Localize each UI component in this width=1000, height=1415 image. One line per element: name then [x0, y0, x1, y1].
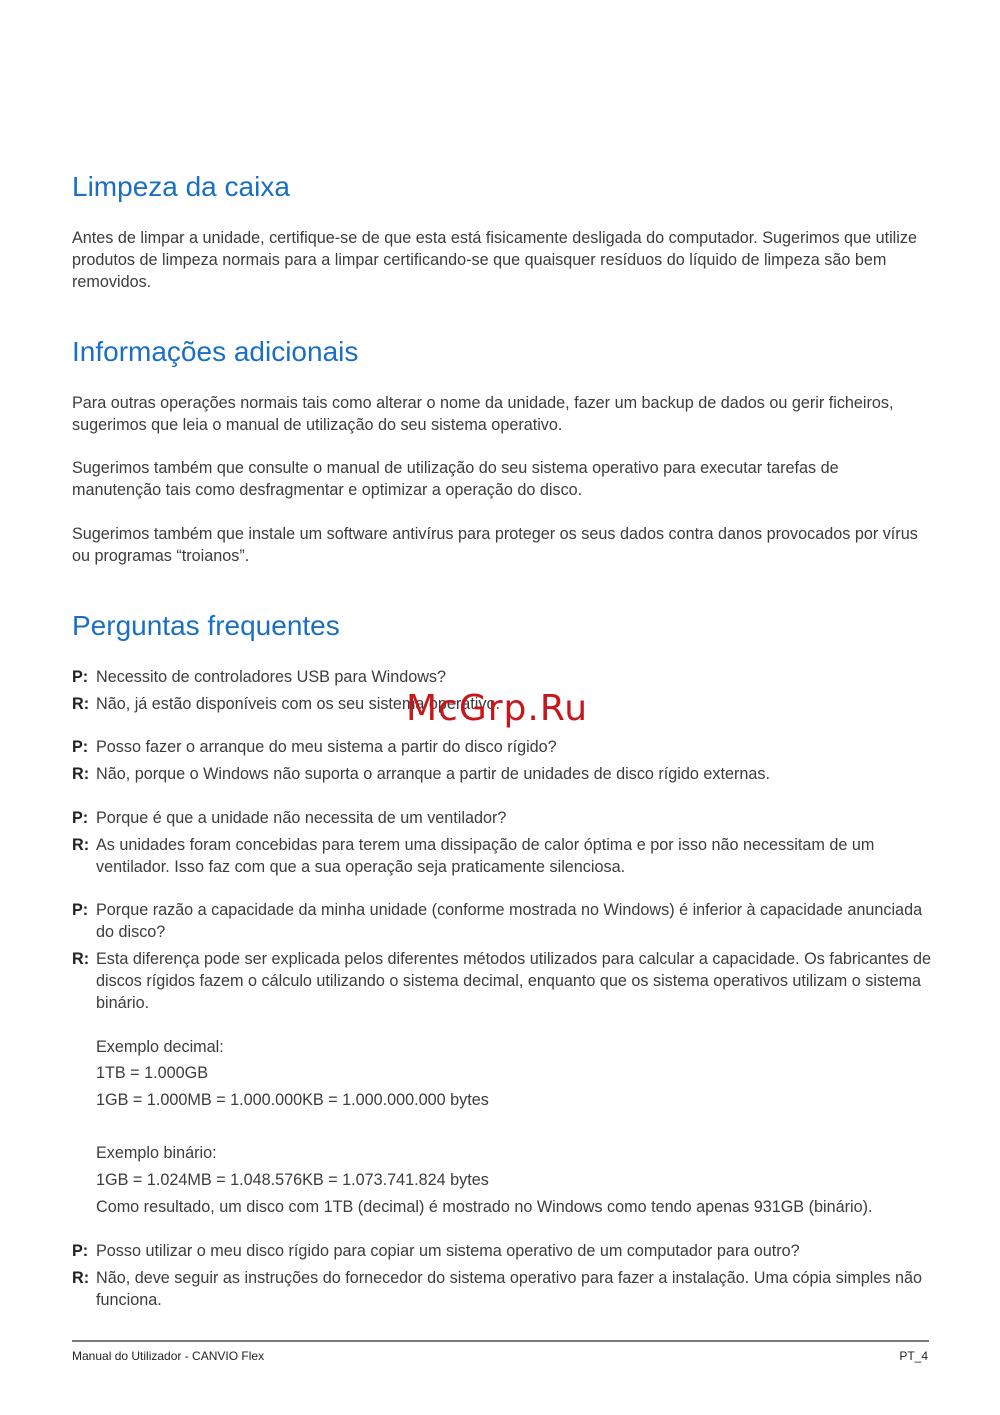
- decimal-example-line: 1GB = 1.000MB = 1.000.000KB = 1.000.000.000 bytes: [96, 1091, 489, 1109]
- answer-label: R:: [72, 695, 90, 713]
- answer-label: R:: [72, 950, 90, 968]
- footer-divider: [72, 1340, 929, 1342]
- question-text: Posso utilizar o meu disco rígido para copiar um sistema operativo de um computador para outro?: [96, 1242, 800, 1260]
- answer-text: Esta diferença pode ser explicada pelos diferentes métodos utilizados para calcular a capacidade. Os fabricantes de discos rígidos fazem o cálculo utilizando o sistema decimal, enquanto que os sistema operativos utilizam o sistema binário.: [96, 950, 932, 1012]
- answer-label: R:: [72, 836, 90, 854]
- question-text: Porque razão a capacidade da minha unidade (conforme mostrada no Windows) é inferior à capacidade anunciada do disco?: [96, 901, 923, 941]
- faq-answer: [72, 763, 932, 785]
- question-label: P:: [72, 809, 89, 827]
- section-title-additional: Informações adicionais: [72, 336, 359, 367]
- faq-question: [72, 736, 932, 758]
- faq-question: [72, 899, 932, 943]
- question-text: Necessito de controladores USB para Windows?: [96, 668, 446, 686]
- section-title-cleaning: Limpeza da caixa: [72, 171, 290, 202]
- answer-label: R:: [72, 765, 90, 783]
- cleaning-paragraph: Antes de limpar a unidade, certifique-se de que esta está fisicamente desligada do computador. Sugerimos que utilize produtos de limpeza normais para a limpar certificando-se que quaisquer resíduos do líquido de limpeza são bem removidos.: [72, 229, 917, 291]
- additional-paragraph-3: Sugerimos também que instale um software antivírus para proteger os seus dados contra danos provocados por vírus ou programas “troianos”.: [72, 525, 918, 565]
- additional-paragraph-2: Sugerimos também que consulte o manual de utilização do seu sistema operativo para executar tarefas de manutenção tais como desfragmentar e optimizar a operação do disco.: [72, 459, 839, 499]
- answer-text: Não, já estão disponíveis com os seu sistema operativo.: [96, 695, 500, 713]
- binary-example-line: 1GB = 1.024MB = 1.048.576KB = 1.073.741.824 bytes: [96, 1171, 489, 1189]
- faq-answer: [72, 1267, 932, 1311]
- binary-example-label: Exemplo binário:: [96, 1144, 217, 1162]
- question-text: Posso fazer o arranque do meu sistema a partir do disco rígido?: [96, 738, 557, 756]
- footer-manual-title: Manual do Utilizador - CANVIO Flex: [72, 1349, 265, 1363]
- watermark: McGrp.Ru: [406, 688, 589, 729]
- answer-text: Não, deve seguir as instruções do fornecedor do sistema operativo para fazer a instalação. Uma cópia simples não funciona.: [96, 1269, 923, 1309]
- footer-page-number: PT_4: [899, 1349, 928, 1363]
- decimal-example-line: 1TB = 1.000GB: [96, 1064, 209, 1082]
- question-label: P:: [72, 738, 89, 756]
- question-label: P:: [72, 668, 89, 686]
- question-text: Porque é que a unidade não necessita de um ventilador?: [96, 809, 507, 827]
- section-title-faq: Perguntas frequentes: [72, 610, 340, 641]
- faq-question: [72, 1240, 932, 1262]
- answer-text: As unidades foram concebidas para terem uma dissipação de calor óptima e por isso não necessitam de um ventilador. Isso faz com que a sua operação seja praticamente silenciosa.: [96, 836, 875, 876]
- answer-label: R:: [72, 1269, 90, 1287]
- faq-answer: [72, 948, 932, 1014]
- example-result: Como resultado, um disco com 1TB (decimal) é mostrado no Windows como tendo apenas 931GB (binário).: [96, 1198, 873, 1216]
- additional-paragraph-1: Para outras operações normais tais como alterar o nome da unidade, fazer um backup de dados ou gerir ficheiros, sugerimos que leia o manual de utilização do seu sistema operativo.: [72, 394, 894, 434]
- decimal-example-label: Exemplo decimal:: [96, 1038, 224, 1056]
- faq-question: [72, 666, 932, 688]
- question-label: P:: [72, 1242, 89, 1260]
- faq-answer: [72, 834, 932, 878]
- answer-text: Não, porque o Windows não suporta o arranque a partir de unidades de disco rígido externas.: [96, 765, 770, 783]
- question-label: P:: [72, 901, 89, 919]
- faq-question: [72, 807, 932, 829]
